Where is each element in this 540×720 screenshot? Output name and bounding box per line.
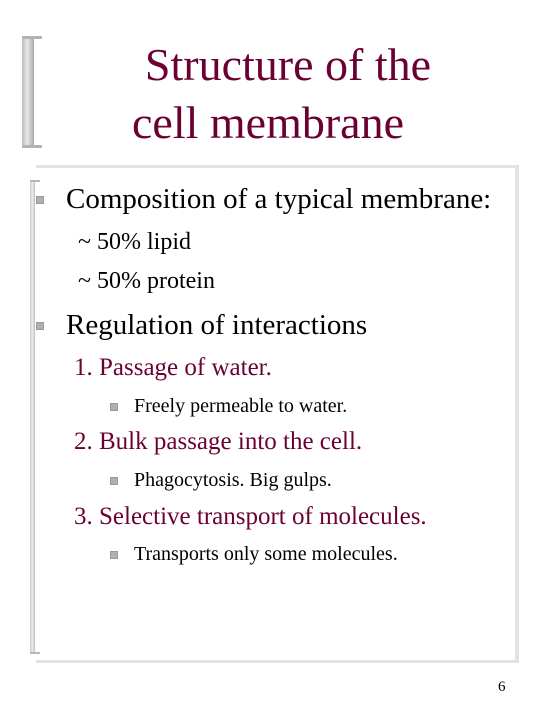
detail-text: Transports only some molecules.: [134, 543, 398, 565]
slide-title-line-1: Structure of the: [144, 39, 432, 90]
square-bullet-icon: [36, 322, 44, 330]
square-bullet-icon: [110, 403, 118, 411]
numbered-item-2: 2. Bulk passage into the cell.: [74, 428, 363, 455]
slide-title-line-2: cell membrane: [131, 97, 405, 148]
detail-text: Freely permeable to water.: [134, 395, 348, 417]
page-number: 6: [498, 679, 506, 695]
bullet-regulation: [66, 308, 367, 342]
detail-item-2: [134, 467, 332, 493]
numbered-item-1: 1. Passage of water.: [74, 354, 272, 381]
square-bullet-icon: [110, 551, 118, 559]
bullet-text: Regulation of interactions: [66, 309, 368, 341]
sub-item-protein: ~ 50% protein: [78, 268, 215, 294]
square-bullet-icon: [36, 196, 44, 204]
bullet-text: Composition of a typical membrane:: [66, 183, 492, 215]
detail-text: Phagocytosis. Big gulps.: [134, 469, 332, 491]
detail-item-3: [134, 541, 398, 567]
sub-item-lipid: ~ 50% lipid: [78, 229, 191, 255]
detail-item-1: [134, 393, 347, 419]
bullet-composition: [66, 182, 491, 216]
square-bullet-icon: [110, 477, 118, 485]
numbered-item-3: 3. Selective transport of molecules.: [74, 503, 427, 530]
